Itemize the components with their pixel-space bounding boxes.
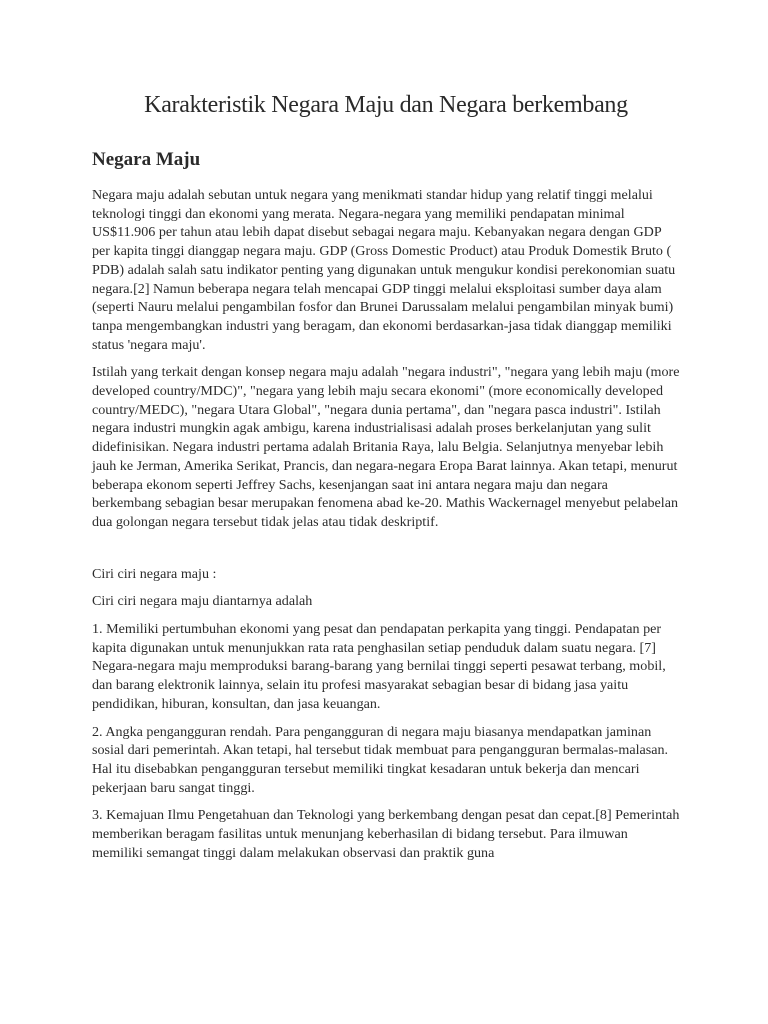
document-title: Karakteristik Negara Maju dan Negara berkembang bbox=[144, 92, 628, 118]
list-title: Ciri ciri negara maju : bbox=[92, 565, 217, 582]
list-item-low-unemployment: 2. Angka pengangguran rendah. Para pengangguran di negara maju biasanya mendapatkan jaminan sosial dari pemerintah. Akan tetapi, hal tersebut tidak membuat para pengangguran bermalas-malasan. Hal itu disebabkan pengangguran tersebut memiliki tingkat kesadaran untuk bekerja dan mencari pekerjaan baru sangat tinggi. bbox=[92, 723, 669, 796]
document-page bbox=[92, 92, 680, 872]
list-item-economic-growth: 1. Memiliki pertumbuhan ekonomi yang pesat dan pendapatan perkapita yang tinggi. Pendapatan per kapita digunakan untuk menunjukkan rata rata penghasilan setiap penduduk dalam suatu negara. [7] Negara-negara maju memproduksi barang-barang yang bernilai tinggi seperti pesawat terbang, mobil, dan barang elektronik lainnya, selain itu profesi masyarakat sebagian besar di bidang jasa yaitu pendidikan, hiburan, konsultan, dan jasa keuangan. bbox=[92, 621, 666, 712]
paragraph-terminology: Istilah yang terkait dengan konsep negara maju adalah "negara industri", "negara yang lebih maju (more developed country/MDC)", "negara yang lebih maju secara ekonomi" (more economically developed country/MEDC), "negara Utara Global", "negara dunia pertama", dan "negara pasca industri". Istilah negara industri mungkin agak ambigu, karena industrialisasi adalah proses berkelanjutan yang sulit didefinisikan. Negara industri pertama adalah Britania Raya, lalu Belgia. Selanjutnya menyebar lebih jauh ke Jerman, Amerika Serikat, Prancis, dan negara-negara Eropa Barat lainnya. Akan tetapi, menurut beberapa ekonom seperti Jeffrey Sachs, kesenjangan saat ini antara negara maju dan negara berkembang sebagian besar merupakan fenomena abad ke-20. Mathis Wackernagel menyebut pelabelan dua golongan negara tersebut tidak jelas atau tidak deskriptif. bbox=[92, 364, 680, 530]
section-heading-negara-maju: Negara Maju bbox=[92, 149, 201, 170]
paragraph-definition: Negara maju adalah sebutan untuk negara yang menikmati standar hidup yang relatif tinggi melalui teknologi tinggi dan ekonomi yang merata. Negara-negara yang memiliki pendapatan minimal US$11.906 per tahun atau lebih dapat disebut sebagai negara maju. Kebanyakan negara dengan GDP per kapita tinggi dianggap negara maju. GDP (Gross Domestic Product) atau Produk Domestik Bruto ( PDB) adalah salah satu indikator penting yang digunakan untuk mengukur kondisi perekonomian suatu negara.[2] Namun beberapa negara telah mencapai GDP tinggi melalui eksploitasi sumber daya alam (seperti Nauru melalui pengambilan fosfor dan Brunei Darussalam melalui pengambilan minyak bumi) tanpa mengembangkan industri yang beragam, dan ekonomi berdasarkan-jasa tidak dianggap memiliki status 'negara maju'. bbox=[92, 187, 676, 353]
blank-line bbox=[92, 541, 680, 565]
list-intro: Ciri ciri negara maju diantarnya adalah bbox=[92, 593, 313, 610]
list-item-science-technology: 3. Kemajuan Ilmu Pengetahuan dan Teknologi yang berkembang dengan pesat dan cepat.[8] Pemerintah memberikan beragam fasilitas untuk menunjang keberhasilan di bidang tersebut. Para ilmuwan memiliki semangat tinggi dalam melakukan observasi dan praktik guna bbox=[92, 807, 680, 861]
